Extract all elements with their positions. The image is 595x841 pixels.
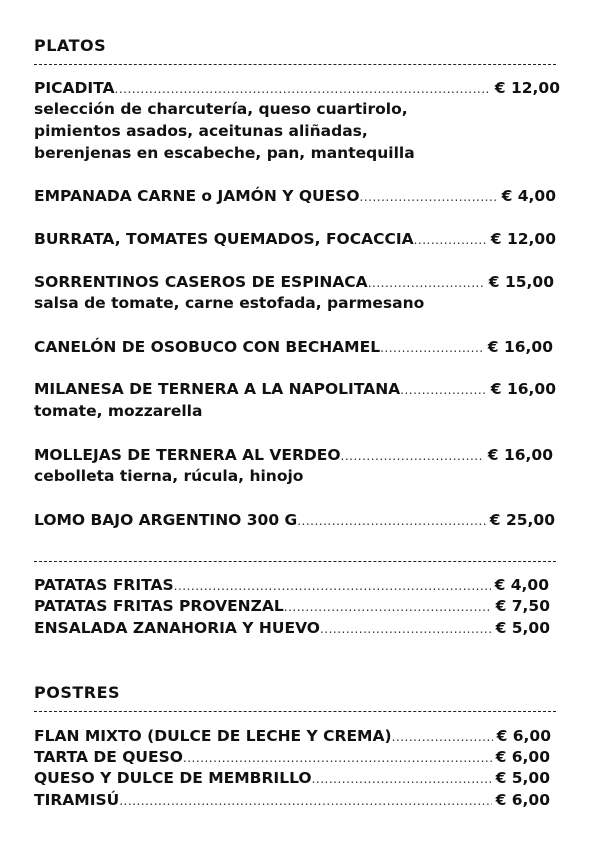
dot-leader [284,598,492,616]
menu-item [34,273,554,292]
dot-leader [183,749,492,767]
item-price: € 25,00 [489,511,555,529]
menu-item [34,511,555,530]
item-name: TIRAMISÚ [34,791,120,809]
item-price: € 12,00 [490,230,556,248]
dot-leader [174,577,491,595]
item-name: PATATAS FRITAS [34,576,174,594]
menu-item [34,727,551,746]
item-name: PICADITA [34,79,115,97]
item-name: LOMO BAJO ARGENTINO 300 G [34,511,298,529]
item-name: MOLLEJAS DE TERNERA AL VERDEO [34,446,341,464]
item-price: € 16,00 [487,446,553,464]
item-name: TARTA DE QUESO [34,748,183,766]
menu-item [34,230,556,249]
menu-item [34,576,549,595]
item-price: € 5,00 [495,769,550,787]
item-name: BURRATA, TOMATES QUEMADOS, FOCACCIA [34,230,414,248]
divider [34,561,556,562]
dot-leader [414,231,487,249]
divider [34,711,556,712]
item-price: € 6,00 [495,748,550,766]
dot-leader [297,512,486,530]
dot-leader [341,447,484,465]
item-price: € 7,50 [495,597,550,615]
item-price: € 15,00 [488,273,554,291]
section-title-postres: POSTRES [34,683,121,702]
item-name: PATATAS FRITAS PROVENZAL [34,597,284,615]
menu-item [34,748,550,767]
dot-leader [368,274,485,292]
dot-leader [320,620,492,638]
menu-item [34,338,553,357]
item-name: FLAN MIXTO (DULCE DE LECHE Y CREMA) [34,727,392,745]
item-price: € 6,00 [495,791,550,809]
menu-item [34,769,550,788]
menu-item [34,380,556,399]
menu-item [34,619,550,638]
item-name: SORRENTINOS CASEROS DE ESPINACA [34,273,368,291]
item-price: € 5,00 [495,619,550,637]
dot-leader [360,188,498,206]
menu-item [34,597,550,616]
item-description: selección de charcutería, queso cuartirolo, [34,100,408,118]
item-price: € 4,00 [501,187,556,205]
menu-item [34,187,556,206]
dot-leader [400,381,487,399]
menu-item [34,446,553,465]
section-title-platos: PLATOS [34,36,107,55]
item-name: CANELÓN DE OSOBUCO CON BECHAMEL [34,338,381,356]
dot-leader [312,770,492,788]
item-name: EMPANADA CARNE o JAMÓN Y QUESO [34,187,360,205]
item-price: € 16,00 [490,380,556,398]
item-description: salsa de tomate, carne estofada, parmesano [34,294,425,312]
item-price: € 12,00 [494,79,560,97]
dot-leader [119,792,491,810]
item-name: ENSALADA ZANAHORIA Y HUEVO [34,619,320,637]
item-name: QUESO Y DULCE DE MEMBRILLO [34,769,312,787]
menu-item [34,791,550,810]
item-price: € 6,00 [496,727,551,745]
dot-leader [380,339,484,357]
item-description: pimientos asados, aceitunas aliñadas, [34,122,368,140]
item-description: cebolleta tierna, rúcula, hinojo [34,467,304,485]
menu-item [34,79,560,98]
item-price: € 4,00 [494,576,549,594]
divider [34,64,556,65]
item-description: berenjenas en escabeche, pan, mantequilla [34,144,415,162]
item-price: € 16,00 [487,338,553,356]
item-description: tomate, mozzarella [34,402,203,420]
dot-leader [392,728,493,746]
item-name: MILANESA DE TERNERA A LA NAPOLITANA [34,380,401,398]
dot-leader [115,80,491,98]
